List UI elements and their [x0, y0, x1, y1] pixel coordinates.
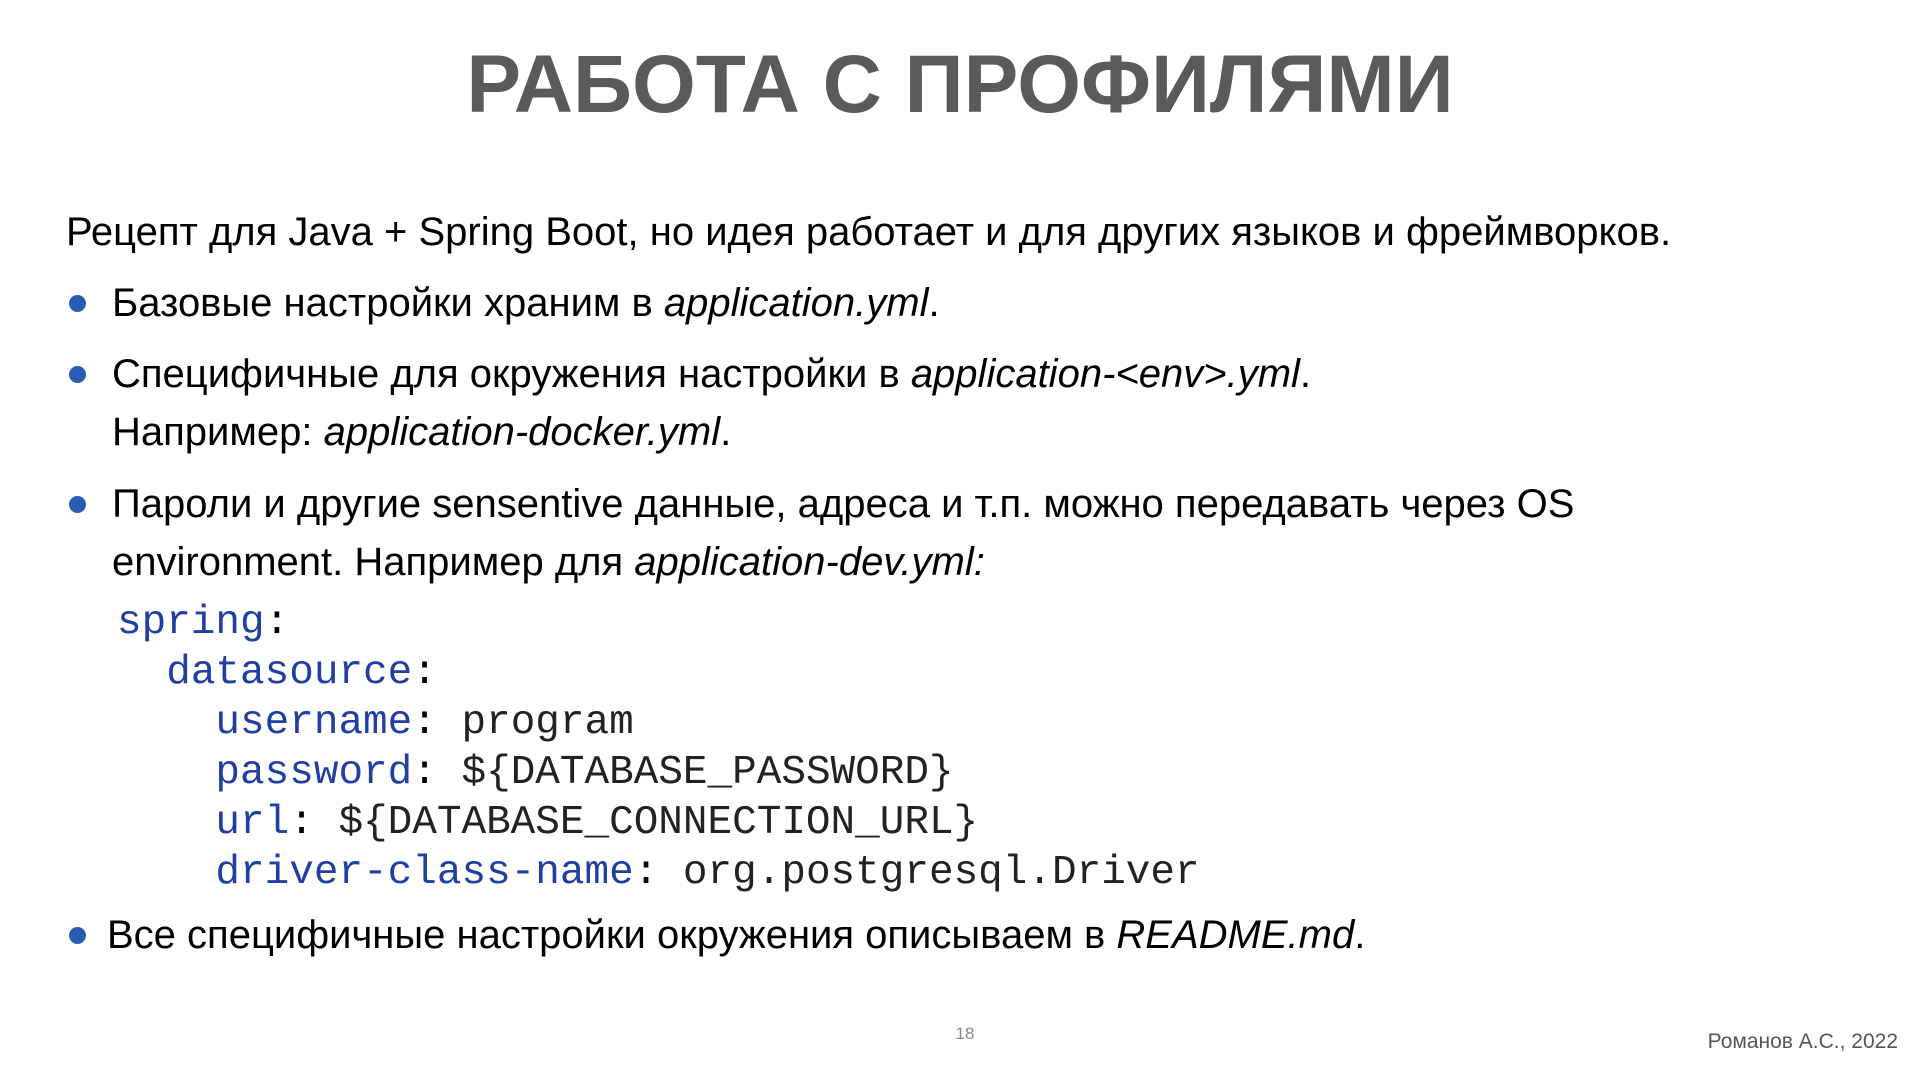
bullet-dot: [69, 366, 86, 383]
bullet-dot: [69, 927, 86, 944]
code-key: username: [215, 700, 413, 746]
code-key: spring: [117, 600, 265, 646]
bullet-dot: [69, 295, 86, 312]
bullet-dot: [69, 496, 86, 513]
footer-author: Романов А.С., 2022: [1707, 1030, 1898, 1053]
code-value: program: [461, 700, 634, 746]
bullet-text: Все специфичные настройки окружения описываем в README.md.: [107, 913, 1366, 957]
code-value: org.postgresql.Driver: [682, 850, 1200, 896]
code-key: driver-class-name: [215, 850, 634, 896]
bullet-text: Базовые настройки храним в application.yml.: [112, 281, 940, 325]
code-key: datasource: [166, 650, 413, 696]
page-number: 18: [955, 1024, 975, 1043]
code-value: ${DATABASE_PASSWORD}: [461, 750, 954, 796]
intro-text: Рецепт для Java + Spring Boot, но идея работает и для других языков и фреймворков.: [66, 210, 1672, 254]
code-key: url: [215, 800, 290, 846]
slide-title: РАБОТА С ПРОФИЛЯМИ: [466, 39, 1454, 130]
bullet-text: Пароли и другие sensentive данные, адреса и т.п. можно передавать через OS environment. Например для application-dev.yml:: [112, 482, 1575, 584]
code-key: password: [215, 750, 413, 796]
code-value: ${DATABASE_CONNECTION_URL}: [338, 800, 979, 846]
bullet-text: Специфичные для окружения настройки в application-<env>.yml. Например: application-docker.yml.: [112, 352, 1312, 454]
code-block: spring: datasource: username: program password: ${DATABASE_PASSWORD} url: ${DATABASE_CONNECTION_URL} driver-class-name: org.postgresql.Driver: [117, 600, 1200, 896]
